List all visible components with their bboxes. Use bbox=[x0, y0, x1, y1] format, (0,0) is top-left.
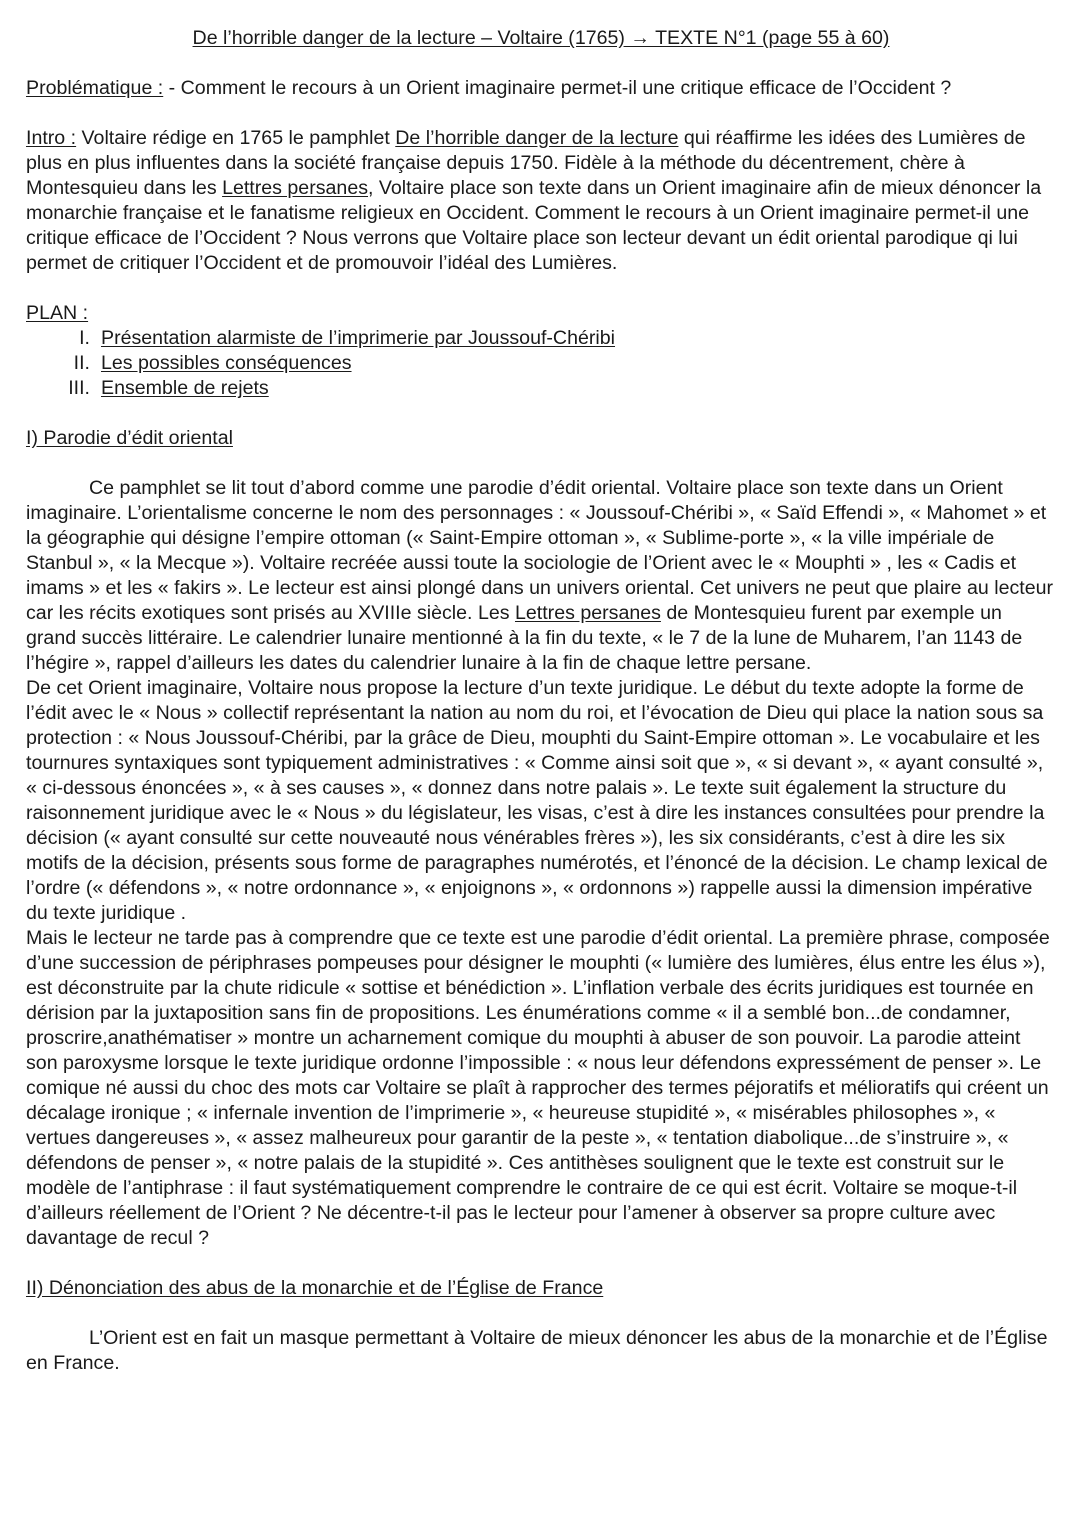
problematique-label: Problématique : bbox=[26, 77, 164, 99]
spacer bbox=[26, 101, 1056, 126]
document-page bbox=[26, 26, 1056, 1376]
plan-item-text: Ensemble de rejets bbox=[101, 377, 269, 399]
intro-text-2: qui réaffirme les idées des Lumières de plus en plus influentes dans la société française depuis 1750. Fidèle à la méthode du décentrement, chère à Montesquieu dans les bbox=[26, 127, 1026, 199]
intro-label: Intro : bbox=[26, 127, 77, 149]
spacer bbox=[26, 401, 1056, 426]
spacer bbox=[26, 51, 1056, 76]
section-2-heading: II) Dénonciation des abus de la monarchie et de l’Église de France bbox=[26, 1277, 604, 1299]
plan-label: PLAN : bbox=[26, 302, 89, 324]
section-1-paragraph-2: De cet Orient imaginaire, Voltaire nous propose la lecture d’un texte juridique. Le début du texte adopte la forme de l’édit avec le « Nous » collectif représentant la nation au nom du roi, et l’évocation de Dieu qui place la nation sous sa protection : « Nous Joussouf-Chéribi, par la grâce de Dieu, mouphti du Saint-Empire ottoman ». Le vocabulaire et les tournures syntaxiques sont typiquement administratives : « Comme ainsi soit que », « si devant », « ayant consulté », « ci-dessous énoncées », « à ses causes », « donnez dans notre palais ». Le texte suit également la structure du raisonnement juridique avec le « Nous » du législateur, les visas, c’est à dire les instances consultées pour prendre la décision (« ayant consulté sur cette nouveauté nous vénérables frères »), les six considérants, c’est à dire les six motifs de la décision, présents sous forme de paragraphes numérotés, et l’énoncé de la décision. Le champ lexical de l’ordre (« défendons », « notre ordonnance », « enjoignons », « ordonnons ») rappelle aussi la dimension impérative du texte juridique . bbox=[26, 677, 1048, 924]
plan-item-number: III. bbox=[68, 377, 90, 399]
section-1-heading: I) Parodie d’édit oriental bbox=[26, 427, 233, 449]
intro-text-3: , Voltaire place son texte dans un Orient imaginaire afin de mieux dénoncer la monarchie française et le fanatisme religieux en Occident. Comment le recours à un Orient imaginaire permet-il une critique efficace de l’Occident ? Nous verrons que Voltaire place son lecteur devant un édit oriental parodique qi lui permet de critiquer l’Occident et de promouvoir l’idéal des Lumières. bbox=[26, 177, 1042, 274]
plan-item-number: I. bbox=[79, 327, 90, 349]
section-1-paragraph-1-text-a: Ce pamphlet se lit tout d’abord comme une parodie d’édit oriental. Voltaire place son texte dans un Orient imaginaire. L’orientalisme concerne le nom des personnages : « Joussouf-Chéribi », « Saïd Effendi », « Mahomet » et la géographie qui désigne l’empire ottoman (« Saint-Empire ottoman », « Sublime-porte », « la ville impériale de Stanbul », « la Mecque »). Voltaire recréée aussi toute la sociologie de l’Orient avec le « Mouphti » , les « Cadis et imams » et les « fakirs ». Le lecteur est ainsi plongé dans un univers oriental. Cet univers ne peut que plaire au lecteur car les récits exotiques sont prisés au XVIIIe siècle. Les bbox=[26, 477, 1054, 624]
spacer bbox=[26, 1301, 1056, 1326]
plan-item-text: Les possibles conséquences bbox=[101, 352, 352, 374]
lettres-persanes-title: Lettres persanes bbox=[514, 602, 661, 624]
intro-paragraph bbox=[26, 126, 1056, 276]
plan-item bbox=[26, 326, 1056, 351]
section-1-paragraph-1 bbox=[26, 476, 1056, 676]
problematique-paragraph bbox=[26, 76, 1056, 101]
plan-item-text: Présentation alarmiste de l’imprimerie par Joussouf-Chéribi bbox=[101, 327, 616, 349]
page-title: De l’horrible danger de la lecture – Voltaire (1765) → TEXTE N°1 (page 55 à 60) bbox=[192, 27, 890, 49]
section-2-paragraph-1: L’Orient est en fait un masque permettant à Voltaire de mieux dénoncer les abus de la monarchie et de l’Église en France. bbox=[26, 1327, 1048, 1374]
spacer bbox=[26, 276, 1056, 301]
problematique-text: - Comment le recours à un Orient imaginaire permet-il une critique efficace de l’Occident ? bbox=[163, 77, 952, 99]
plan-list bbox=[26, 326, 1056, 401]
intro-text-1: Voltaire rédige en 1765 le pamphlet bbox=[76, 127, 396, 149]
plan-item bbox=[26, 351, 1056, 376]
spacer bbox=[26, 1251, 1056, 1276]
intro-work-title: De l’horrible danger de la lecture bbox=[395, 127, 679, 149]
section-1-paragraph-3: Mais le lecteur ne tarde pas à comprendre que ce texte est une parodie d’édit oriental. La première phrase, composée d’une succession de périphrases pompeuses pour désigner le mouphti (« lumière des lumières, élus entre les élus »), est déconstruite par la chute ridicule « sottise et bénédiction ». L’inflation verbale des écrits juridiques est tournée en dérision par la juxtaposition sans fin de propositions. Les énumérations comme « il a semblé bon...de condamner, proscrire,anathématiser » montre un acharnement comique du mouphti à abuser de son pouvoir. La parodie atteint son paroxysme lorsque le texte juridique ordonne l’impossible : « nous leur défendons expressément de penser ». Le comique né aussi du choc des mots car Voltaire se plaît à rapprocher des termes péjoratifs et mélioratifs qui créent un décalage ironique ; « infernale invention de l’imprimerie », « heureuse stupidité », « misérables philosophes », « vertues dangereuses », « assez malheureux pour garantir de la peste », « tentation diabolique...de s’instruire », « défendons de penser », « notre palais de la stupidité ». Ces antithèses soulignent que le texte est construit sur le modèle de l’antiphrase : il faut systématiquement comprendre le contraire de ce qui est écrit. Voltaire se moque-t-il d’ailleurs réellement de l’Orient ? Ne décentre-t-il pas le lecteur pour l’amener à observer sa propre culture avec davantage de recul ? bbox=[26, 927, 1050, 1249]
section-1-paragraph-1-text-b: de Montesquieu furent par exemple un grand succès littéraire. Le calendrier lunaire mentionné à la fin du texte, « le 7 de la lune de Muharem, l’an 1143 de l’hégire », rappel d’ailleurs les dates du calendrier lunaire à la fin de chaque lettre persane. bbox=[26, 602, 1023, 674]
spacer bbox=[26, 451, 1056, 476]
plan-item-number: II. bbox=[73, 352, 90, 374]
plan-item bbox=[26, 376, 1056, 401]
intro-lettres-persanes: Lettres persanes bbox=[222, 177, 369, 199]
